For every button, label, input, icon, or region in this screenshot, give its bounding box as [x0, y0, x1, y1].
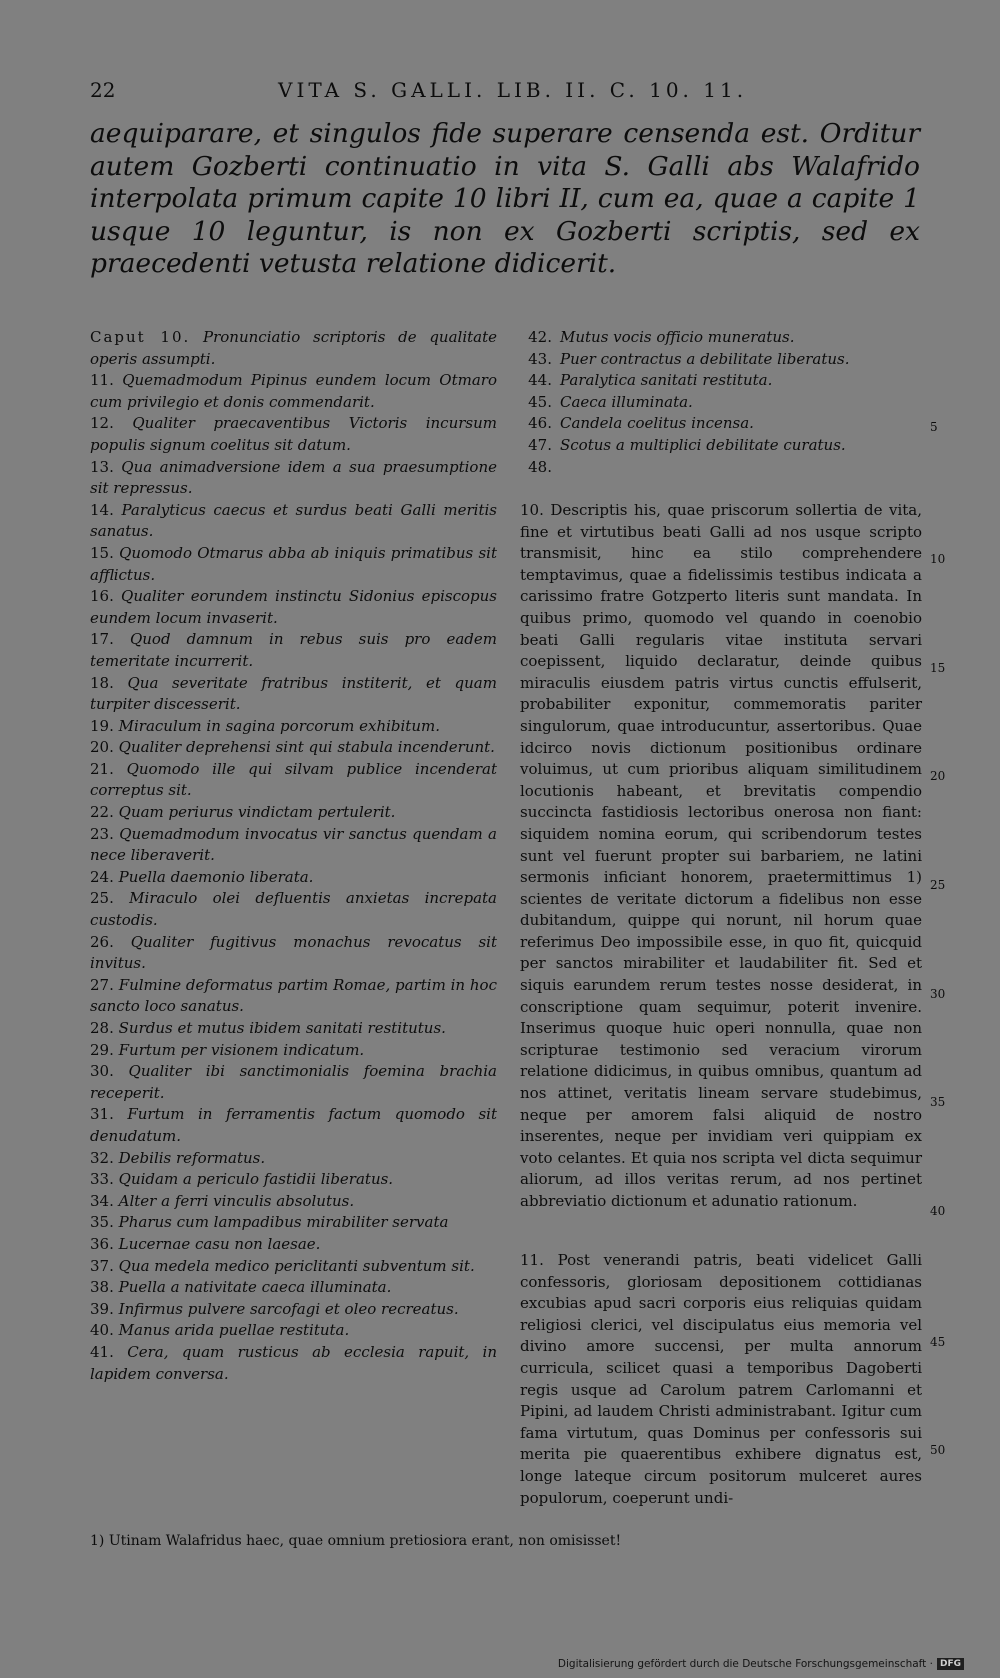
chapter-number: 47.	[528, 435, 552, 454]
chapter-number: 11.	[90, 371, 114, 390]
chapter-entry	[90, 1342, 497, 1385]
chapter-entry	[90, 1018, 497, 1040]
chapter-entry	[90, 1169, 497, 1191]
chapter-title: Qualiter eorundem instinctu Sidonius episcopus eundem locum invaserit.	[90, 587, 497, 627]
chapter-number: 46.	[528, 414, 552, 433]
chapter-entry	[90, 543, 497, 586]
chapter-title: Debilis reformatus.	[118, 1148, 266, 1167]
chapter-list-left	[90, 327, 497, 1385]
chapter-title: Quomodo Otmarus abba ab iniquis primatibus sit afflictus.	[90, 543, 497, 584]
chapter-title: Qualiter deprehensi sint qui stabula incenderunt.	[118, 738, 495, 757]
chapter-number: 19.	[90, 716, 114, 735]
chapter-title: Qua animadversione idem a sua praesumptione sit repressus.	[90, 457, 497, 498]
chapter-number: 15.	[90, 543, 114, 562]
chapter-list-right	[520, 327, 910, 478]
chapter-title: Infirmus pulvere sarcofagi et oleo recreatus.	[118, 1299, 459, 1318]
chapter-number: 28.	[90, 1019, 114, 1037]
chapter-title: Miraculo olei defluentis anxietas increpata custodis.	[90, 889, 497, 930]
chapter-number: 30.	[90, 1062, 114, 1081]
chapter-title: Fulmine deformatus partim Romae, partim in hoc sancto loco sanatus.	[90, 975, 497, 1016]
chapter-entry	[520, 413, 910, 435]
chapter-entry	[90, 1061, 497, 1104]
chapter-number: 45.	[528, 392, 552, 411]
chapter-title: Qualiter praecaventibus Victoris incursum populis signum coelitus sit datum.	[90, 414, 497, 454]
chapter-entry	[90, 457, 497, 500]
chapter-entry	[90, 673, 497, 716]
chapter-entry	[90, 1299, 497, 1321]
chapter-entry	[90, 586, 497, 629]
chapter-entry	[90, 1212, 497, 1234]
chapter-number: 17.	[90, 630, 114, 649]
chapter-title: Mutus vocis officio muneratus.	[560, 328, 795, 346]
chapter-title: Caeca illuminata.	[560, 392, 693, 411]
chapter-entry	[90, 716, 497, 738]
chapter-number: 27.	[90, 975, 114, 994]
chapter-number: 41.	[90, 1342, 114, 1361]
chapter-title: Pharus cum lampadibus mirabiliter servata	[118, 1213, 449, 1232]
chapter-title: Quomodo ille qui silvam publice incenderat correptus sit.	[90, 759, 497, 800]
line-number: 35	[930, 1095, 946, 1109]
chapter-title: Quod damnum in rebus suis pro eadem temeritate incurrerit.	[90, 630, 497, 670]
chapter-number: 23.	[90, 824, 114, 843]
chapter-entry	[90, 1320, 497, 1342]
chapter-entry	[90, 867, 497, 889]
chapter-title: Manus arida puellae restituta.	[118, 1321, 350, 1340]
chapter-entry	[90, 1234, 497, 1256]
chapter-entry	[90, 759, 497, 802]
line-number: 50	[930, 1443, 946, 1457]
chapter-entry	[90, 413, 497, 456]
chapter-title: Qualiter ibi sanctimonialis foemina brachia receperit.	[90, 1062, 497, 1102]
line-number: 5	[930, 420, 938, 434]
chapter-entry	[90, 500, 497, 543]
line-number: 15	[930, 661, 946, 675]
chapter-entry	[90, 1191, 497, 1213]
chapter-title: Quemadmodum invocatus vir sanctus quendam a nece liberaverit.	[90, 824, 497, 865]
chapter-number: 39.	[90, 1299, 114, 1318]
chapter-entry	[90, 327, 497, 370]
chapter-number: 42.	[528, 328, 552, 346]
chapter-title: Alter a ferri vinculis absolutus.	[118, 1191, 355, 1210]
chapter-number: 38.	[90, 1278, 114, 1297]
page-number: 22	[90, 78, 116, 102]
chapter-entry	[520, 435, 910, 457]
chapter-number: 24.	[90, 867, 114, 886]
chapter-title: Qua severitate fratribus institerit, et quam turpiter discesserit.	[90, 673, 497, 714]
chapter-title: Puella a nativitate caeca illuminata.	[118, 1278, 392, 1297]
credit-text: Digitalisierung gefördert durch die Deutsche Forschungsgemeinschaft ·	[557, 1658, 933, 1670]
chapter-title: Quam periurus vindictam pertulerit.	[118, 803, 396, 822]
chapter-number: 20.	[90, 738, 114, 757]
chapter-title: Surdus et mutus ibidem sanitati restitutus.	[118, 1019, 446, 1037]
chapter-title: Furtum per visionem indicatum.	[118, 1040, 365, 1059]
chapter-entry	[520, 370, 910, 392]
chapter-entry	[90, 1148, 497, 1170]
line-number: 25	[930, 878, 946, 892]
chapter-entry	[90, 975, 497, 1018]
chapter-number: 43.	[528, 349, 552, 368]
line-number: 10	[930, 552, 946, 566]
line-number: 45	[930, 1335, 946, 1349]
chapter-number: 36.	[90, 1234, 114, 1253]
footnote: 1) Utinam Walafridus haec, quae omnium pretiosiora erant, non omisisset!	[90, 1533, 622, 1549]
chapter-entry	[90, 802, 497, 824]
chapter-number: 26.	[90, 932, 114, 951]
chapter-entry	[90, 1104, 497, 1147]
chapter-title: Candela coelitus incensa.	[560, 414, 754, 433]
line-number: 30	[930, 987, 946, 1001]
chapter-title: Lucernae casu non laesae.	[118, 1234, 321, 1253]
chapter-11-text: 11. Post venerandi patris, beati videlicet Galli confessoris, gloriosam depositionem cottidianas excubias apud sacri corporis eius reliquias quidam religiosi clerici, vel discipulatus eius memoria vel divino amore succensi, per multa annorum curricula, scilicet quasi a temporibus Dagoberti regis usque ad Carolum patrem Carlomanni et Pipini, ad laudem Christi administrabant. Igitur cum fama virtutum, quas Dominus per confessoris sui merita pie quaerentibus exhibere dignatus est, longe lateque circum positorum mulceret aures populorum, coeperunt undi-	[520, 1251, 922, 1507]
chapter-entry	[90, 932, 497, 975]
chapter-number: 12.	[90, 414, 114, 433]
chapter-10-text: 10. Descriptis his, quae priscorum sollertia de vita, fine et virtutibus beati Galli ad nos usque scripto transmisit, hinc ea stilo comprehendere temptavimus, quae a fidelissimis testibus indicata a carissimo fratre Gotzperto literis sunt mandata. In quibus primo, quomodo vel quando in coenobio beati Galli regularis vitae instituta servari coepissent, liquido declaratur, deinde quibus miraculis eiusdem patris virtus cunctis effulserit, probabiliter exponitur, commemoratis pariter singulorum, quae introducuntur, assertoribus. Quae idcirco novis dictionum positionibus ordinare voluimus, ut cum prioribus aliquam similitudinem locutionis habeant, et brevitatis compendio succincta fastidiosis lectoribus onerosa non fiant: siquidem nomina eorum, qui scribendorum testes sunt vel fuerunt propter sui barbariem, ne latini sermonis inficiant honorem, praetermittimus 1) scientes de veritate dictorum a fidelibus non esse dubitandum, quippe qui norunt, nil horum quae referimus Deo impossibile esse, in quo fit, quicquid per sanctos mirabiliter et laudabiliter fit. Sed et siquis earundem rerum testes nosse desiderat, in conscriptione quam sequimur, poterit invenire. Inserimus quoque huic operi nonnulla, quae non scripturae testimonio sed veracium virorum relatione didicimus, in quibus omnibus, quantum ad nos attinet, veritatis lineam servare studebimus, neque per amorem falsi aliquid de nostro inserentes, neque per invidiam veri quippiam ex voto celantes. Et quia nos scripta vel dicta sequimur aliorum, ad illos veritas rerum, ad nos pertinet abbreviatio dictionum et adunatio rationum.	[520, 501, 922, 1210]
chapter-entry	[90, 737, 497, 759]
chapter-title: Scotus a multiplici debilitate curatus.	[560, 435, 846, 454]
chapter-number: 16.	[90, 587, 114, 606]
chapter-number: Caput 10.	[90, 328, 191, 346]
chapter-number: 18.	[90, 673, 114, 692]
chapter-title: Puella daemonio liberata.	[118, 867, 314, 886]
chapter-title: Paralytica sanitati restituta.	[560, 371, 773, 390]
chapter-number: 13.	[90, 457, 114, 476]
chapter-entry	[90, 824, 497, 867]
chapter-title: Qua medela medico periclitanti subventum sit.	[118, 1256, 475, 1275]
chapter-title: Qualiter fugitivus monachus revocatus sit invitus.	[90, 932, 497, 973]
chapter-number: 33.	[90, 1170, 114, 1189]
chapter-number: 34.	[90, 1191, 114, 1210]
running-title: VITA S. GALLI. LIB. II. C. 10. 11.	[278, 78, 748, 102]
chapter-title: Paralyticus caecus et surdus beati Galli meritis sanatus.	[90, 500, 497, 541]
chapter-title: Pronunciatio scriptoris de qualitate operis assumpti.	[90, 328, 497, 368]
intro-paragraph: aequiparare, et singulos fide superare censenda est. Orditur autem Gozberti continuatio in vita S. Galli abs Walafrido interpolata primum capite 10 libri II, cum ea, quae a capite 1 usque 10 leguntur, is non ex Gozberti scriptis, sed ex praecedenti vetusta relatione didicerit.	[90, 118, 920, 279]
chapter-entry	[520, 349, 910, 371]
chapter-entry	[520, 457, 910, 479]
chapter-number: 14.	[90, 500, 114, 519]
chapter-entry	[90, 1040, 497, 1062]
chapter-number: 40.	[90, 1321, 114, 1340]
chapter-number: 21.	[90, 759, 114, 778]
chapter-title: Puer contractus a debilitate liberatus.	[560, 349, 850, 368]
chapter-entry	[520, 327, 910, 349]
chapter-title: Cera, quam rusticus ab ecclesia rapuit, in lapidem conversa.	[90, 1342, 497, 1383]
chapter-number: 35.	[90, 1213, 114, 1232]
chapter-number: 29.	[90, 1040, 114, 1059]
chapter-entry	[520, 392, 910, 414]
page-header	[90, 78, 748, 108]
chapter-title: Furtum in ferramentis factum quomodo sit denudatum.	[90, 1105, 497, 1145]
chapter-number: 22.	[90, 803, 114, 822]
line-number: 40	[930, 1204, 946, 1218]
chapter-entry	[90, 888, 497, 931]
line-number: 20	[930, 769, 946, 783]
chapter-number: 44.	[528, 371, 552, 390]
chapter-entry	[90, 1256, 497, 1278]
chapter-entry	[90, 629, 497, 672]
chapter-entry	[90, 370, 497, 413]
digitization-credit	[558, 1658, 964, 1670]
line-numbers	[930, 0, 960, 1678]
chapter-number: 48.	[528, 457, 552, 476]
chapter-number: 31.	[90, 1105, 114, 1124]
chapter-number: 32.	[90, 1148, 114, 1167]
chapter-title: Miraculum in sagina porcorum exhibitum.	[118, 716, 440, 735]
dfg-logo: DFG	[937, 1658, 964, 1670]
chapter-number: 25.	[90, 889, 114, 908]
chapter-entry	[90, 1277, 497, 1299]
chapter-title: Quemadmodum Pipinus eundem locum Otmaro cum privilegio et donis commendarit.	[90, 371, 497, 411]
chapter-number: 37.	[90, 1256, 114, 1275]
chapter-title: Quidam a periculo fastidii liberatus.	[118, 1170, 394, 1189]
